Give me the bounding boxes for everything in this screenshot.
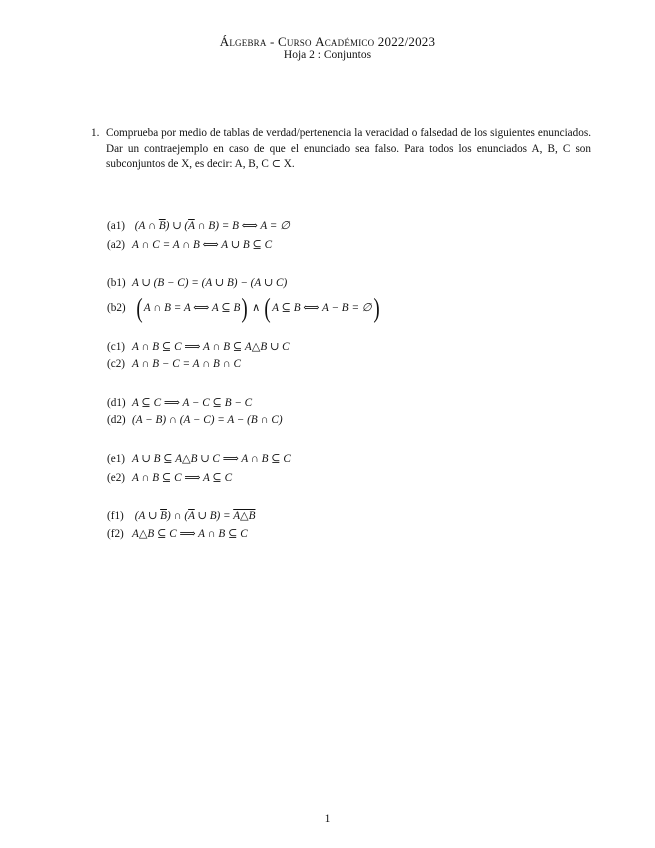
item-label: (b2) xyxy=(107,302,126,314)
item-expression: A ⊆ C ⟹ A − C ⊆ B − C xyxy=(132,397,253,409)
item-expression xyxy=(135,293,381,323)
item-d1 xyxy=(107,396,252,409)
item-expression: A ∩ B ⊆ C ⟹ A ∩ B ⊆ A△B ∪ C xyxy=(132,341,290,353)
problem-number: 1. xyxy=(91,127,100,139)
complement-a: $\overline{A}$ xyxy=(188,220,195,232)
expr-part: A ⊆ B ⟺ A − B = ∅ xyxy=(272,302,372,314)
expr-part: ) ∪ ( xyxy=(165,220,189,232)
expr-part: (A ∩ xyxy=(134,220,159,232)
item-f1 xyxy=(107,509,255,522)
item-expression: A ∩ B − C = A ∩ B ∩ C xyxy=(132,358,241,370)
item-b2 xyxy=(107,293,381,323)
complement-b: $\overline{B}$ xyxy=(158,220,166,232)
item-label: (d2) xyxy=(107,414,126,426)
title-c-cap: C xyxy=(278,34,287,49)
left-paren: ( xyxy=(136,293,143,323)
left-paren: ( xyxy=(264,293,271,323)
item-a1 xyxy=(107,219,290,232)
title-algebra: lgebra - xyxy=(229,34,278,49)
expr-part: A ∩ B = A ⟺ A ⊆ B xyxy=(143,302,241,314)
item-expression: A ∩ C = A ∩ B ⟺ A ∪ B ⊆ C xyxy=(132,239,273,251)
and-symbol: ∧ xyxy=(249,302,264,314)
complement-a: $\overline{A}$ xyxy=(188,510,195,522)
expr-part: ∪ B) = xyxy=(194,510,234,522)
item-label: (f1) xyxy=(107,510,124,522)
expr-part: (A ∪ xyxy=(134,510,161,522)
right-paren: ) xyxy=(372,293,380,323)
right-paren: ) xyxy=(241,293,249,323)
complement-b: $\overline{B}$ xyxy=(160,510,167,522)
item-label: (d1) xyxy=(107,397,126,409)
item-expression: A ∩ B ⊆ C ⟹ A ⊆ C xyxy=(132,472,233,484)
item-label: (c1) xyxy=(107,341,126,353)
course-title xyxy=(0,34,655,50)
item-c2 xyxy=(107,358,241,370)
title-academico: cadémico xyxy=(324,34,375,49)
item-c1 xyxy=(107,340,290,353)
item-expression: A ∪ (B − C) = (A ∪ B) − (A ∪ C) xyxy=(132,277,288,289)
title-a-cap: Á xyxy=(219,34,230,49)
item-expression: A△B ⊆ C ⟹ A ∩ B ⊆ C xyxy=(132,528,248,540)
item-e2 xyxy=(107,471,232,484)
page-number: 1 xyxy=(324,813,331,825)
item-d2 xyxy=(107,414,283,426)
title-a2-cap: A xyxy=(315,34,325,49)
item-label: (b1) xyxy=(107,277,126,289)
item-a2 xyxy=(107,238,272,251)
item-expression: (A − B) ∩ (A − C) = A − (B ∩ C) xyxy=(132,414,283,426)
item-label: (e2) xyxy=(107,472,126,484)
title-curso: urso xyxy=(286,34,316,49)
item-expression xyxy=(135,220,290,232)
problem-statement: Comprueba por medio de tablas de verdad/pertenencia la veracidad o falsedad de los siguientes enunciados. Dar un contraejemplo en caso de que el enunciado sea falso. Para todos los enunciados A, B, C son subconjuntos de X, es decir: A, B, C ⊂ X. xyxy=(106,127,591,170)
problem-1 xyxy=(91,126,591,173)
item-label: (a2) xyxy=(107,239,126,251)
item-expression xyxy=(135,510,256,522)
item-b1 xyxy=(107,276,287,289)
complement-symdiff: A△B xyxy=(233,510,256,522)
item-label: (a1) xyxy=(107,220,126,232)
item-f2 xyxy=(107,527,248,540)
item-label: (c2) xyxy=(107,358,126,370)
item-label: (f2) xyxy=(107,528,124,540)
sheet-subtitle: Hoja 2 : Conjuntos xyxy=(283,49,372,61)
title-year: 2022/2023 xyxy=(374,34,436,49)
expr-part: ) ∩ ( xyxy=(166,510,189,522)
expr-part: ∩ B) = B ⟺ A = ∅ xyxy=(194,220,290,232)
item-expression: A ∪ B ⊆ A△B ∪ C ⟹ A ∩ B ⊆ C xyxy=(132,453,291,465)
item-e1 xyxy=(107,452,291,465)
item-label: (e1) xyxy=(107,453,126,465)
